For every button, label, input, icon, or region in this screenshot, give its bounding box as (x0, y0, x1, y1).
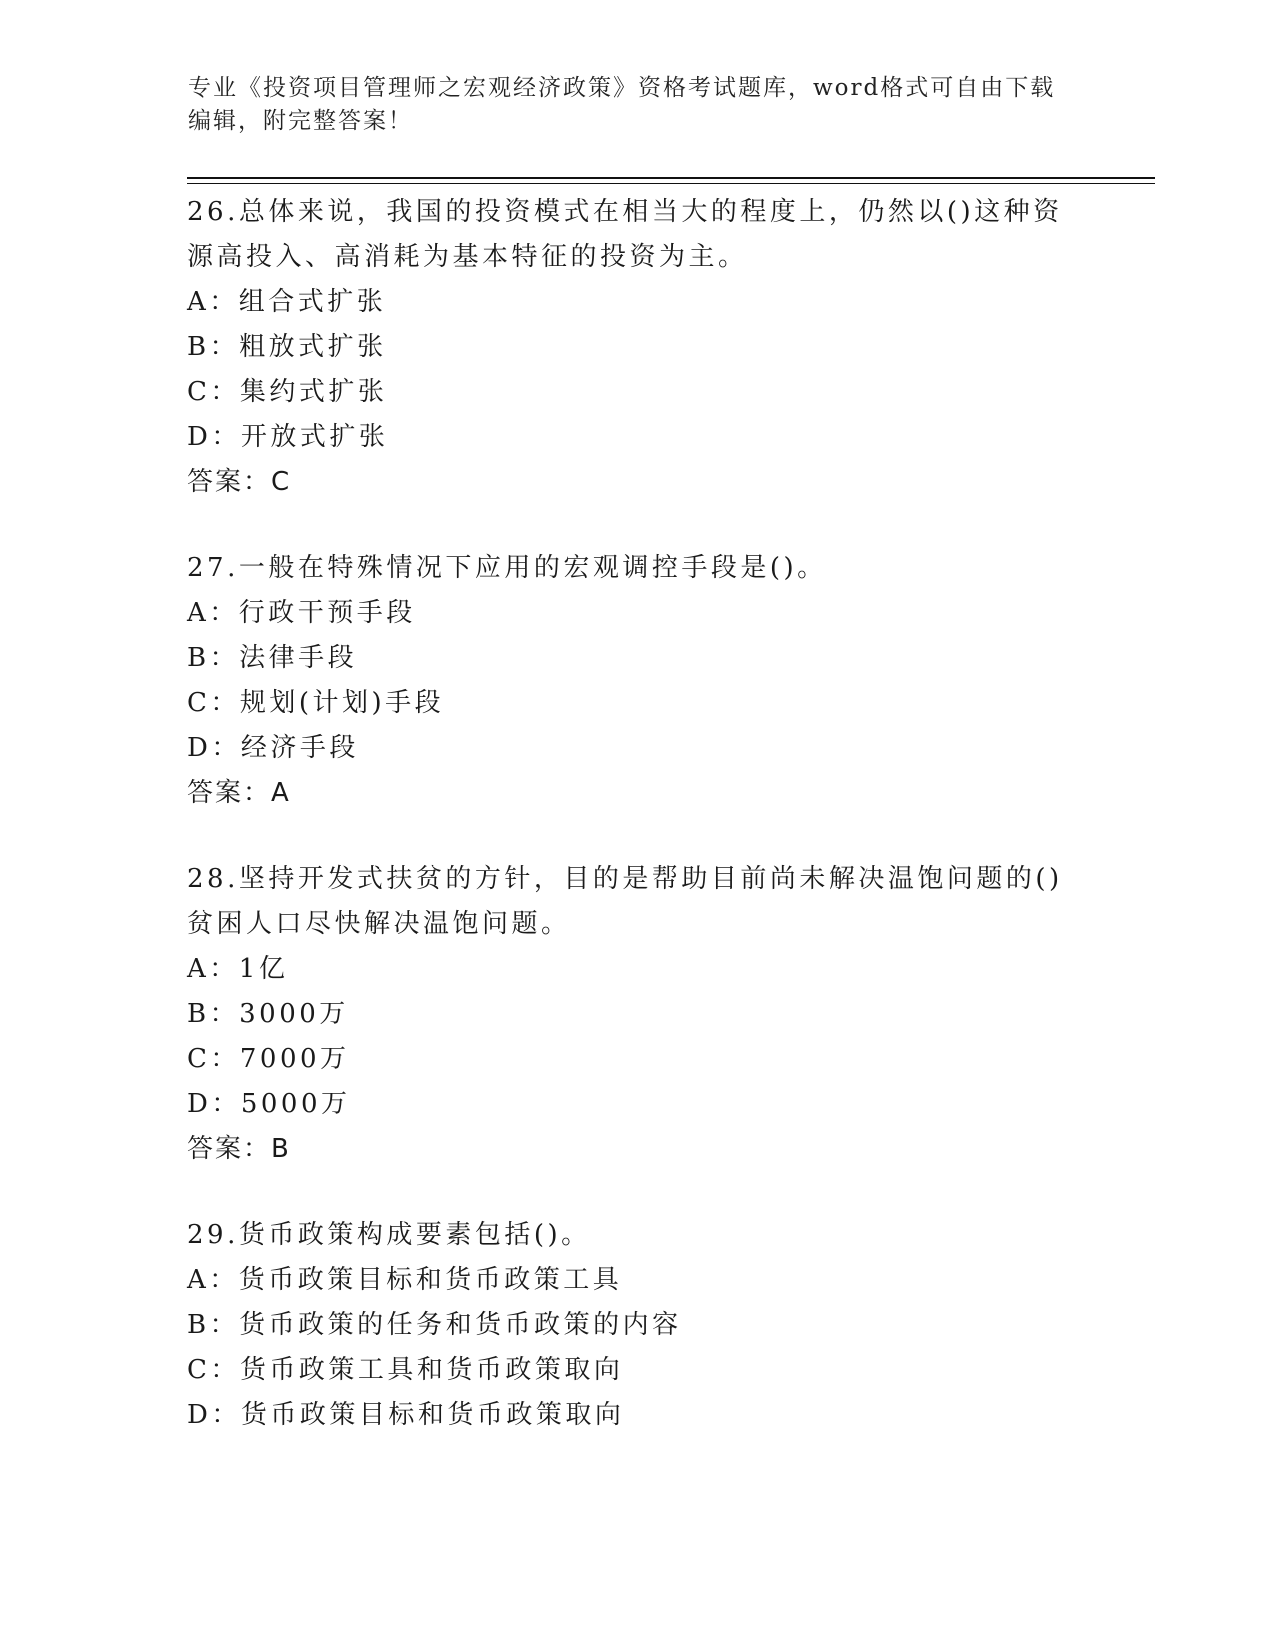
question-27 (187, 546, 1087, 816)
option-b: B：粗放式扩张 (187, 332, 387, 362)
question-stem: 28.坚持开发式扶贫的方针，目的是帮助目前尚未解决温饱问题的()贫困人口尽快解决温饱问题。 (187, 864, 1063, 939)
option-c: C：规划(计划)手段 (187, 688, 445, 718)
option-b: B：货币政策的任务和货币政策的内容 (187, 1310, 682, 1340)
question-26 (187, 190, 1087, 505)
option-b: B：法律手段 (187, 643, 358, 673)
question-list (187, 190, 1087, 1479)
option-d: D：货币政策目标和货币政策取向 (187, 1400, 625, 1430)
answer: 答案：C (187, 467, 292, 497)
option-a: A：货币政策目标和货币政策工具 (187, 1265, 623, 1295)
question-stem: 27.一般在特殊情况下应用的宏观调控手段是()。 (187, 553, 827, 583)
question-28 (187, 857, 1087, 1172)
answer: 答案：B (187, 1134, 291, 1164)
answer: 答案：A (187, 778, 291, 808)
option-b: B：3000万 (187, 999, 349, 1029)
option-c: C：7000万 (187, 1044, 350, 1074)
question-stem: 29.货币政策构成要素包括()。 (187, 1220, 591, 1250)
option-c: C：货币政策工具和货币政策取向 (187, 1355, 624, 1385)
header-rule-thick (187, 177, 1155, 179)
document-header: 专业《投资项目管理师之宏观经济政策》资格考试题库，word格式可自由下载编辑，附完整答案！ (188, 75, 1056, 134)
header-rule-thin (187, 183, 1155, 184)
question-29 (187, 1213, 1087, 1438)
option-a: A：1亿 (187, 954, 289, 984)
option-d: D：5000万 (187, 1089, 351, 1119)
option-c: C：集约式扩张 (187, 377, 388, 407)
option-a: A：行政干预手段 (187, 598, 416, 628)
question-stem: 26.总体来说，我国的投资模式在相当大的程度上，仍然以()这种资源高投入、高消耗为基本特征的投资为主。 (187, 197, 1063, 272)
option-d: D：经济手段 (187, 733, 359, 763)
option-a: A：组合式扩张 (187, 287, 387, 317)
option-d: D：开放式扩张 (187, 422, 389, 452)
